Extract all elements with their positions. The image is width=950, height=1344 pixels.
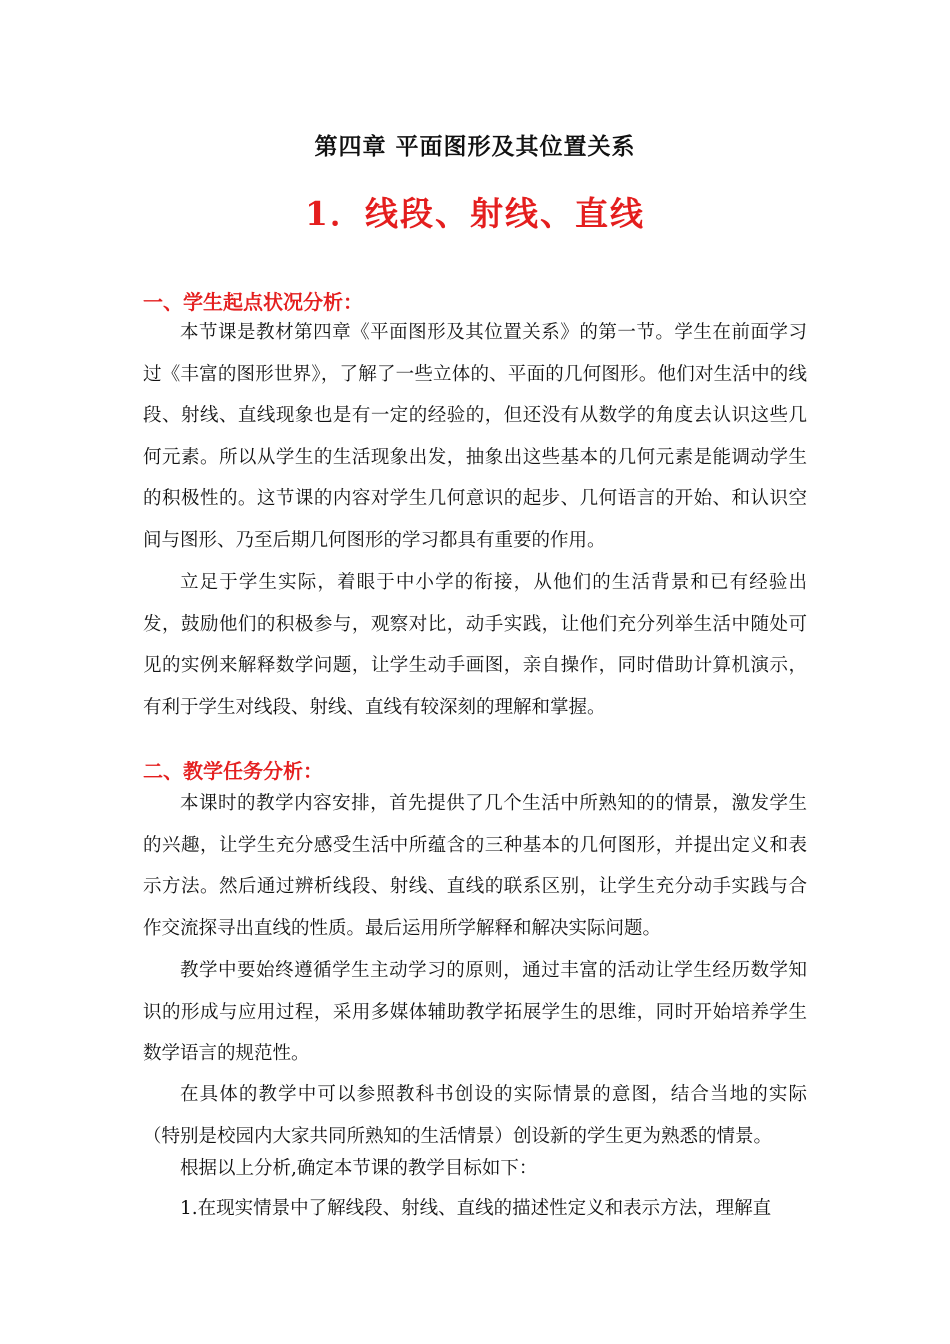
paragraph-1: 本节课是教材第四章《平面图形及其位置关系》的第一节。学生在前面学习过《丰富的图形世界》，了解了一些立体的、平面的几何图形。他们对生活中的线段、射线、直线现象也是有一定的经验的，但还没有从数学的角度去认识这些几何元素。所以从学生的生活现象出发，抽象出这些基本的几何元素是能调动学生的积极性的。这节课的内容对学生几何意识的起步、几何语言的开始、和认识空间与图形、乃至后期几何图形的学习都具有重要的作用。 [143, 322, 807, 551]
chapter-title: 第四章 平面图形及其位置关系 [314, 133, 636, 160]
paragraph-6: 根据以上分析,确定本节课的教学目标如下： [180, 1158, 538, 1179]
paragraph-5: 在具体的教学中可以参照教科书创设的实际情景的意图，结合当地的实际（特别是校园内大家共同所熟知的生活情景）创设新的学生更为熟悉的情景。 [143, 1084, 807, 1147]
paragraph-4: 教学中要始终遵循学生主动学习的原则，通过丰富的活动让学生经历数学知识的形成与应用过程，采用多媒体辅助教学拓展学生的思维，同时开始培养学生数学语言的规范性。 [143, 960, 807, 1065]
paragraph-3: 本课时的教学内容安排，首先提供了几个生活中所熟知的的情景，激发学生的兴趣，让学生充分感受生活中所蕴含的三种基本的几何图形，并提出定义和表示方法。然后通过辨析线段、射线、直线的联系区别，让学生充分动手实践与合作交流探寻出直线的性质。最后运用所学解释和解决实际问题。 [143, 793, 807, 939]
section-heading-2: 二、教学任务分析： [143, 759, 323, 783]
lesson-title: 1．线段、射线、直线 [305, 194, 645, 233]
paragraph-2: 立足于学生实际，着眼于中小学的衔接，从他们的生活背景和已有经验出发，鼓励他们的积极参与，观察对比，动手实践，让他们充分列举生活中随处可见的实例来解释数学问题，让学生动手画图，亲自操作，同时借助计算机演示，有利于学生对线段、射线、直线有较深刻的理解和掌握。 [143, 572, 807, 718]
paragraph-7: 1.在现实情景中了解线段、射线、直线的描述性定义和表示方法，理解直 [180, 1198, 772, 1219]
section-heading-1: 一、学生起点状况分析： [143, 290, 363, 314]
